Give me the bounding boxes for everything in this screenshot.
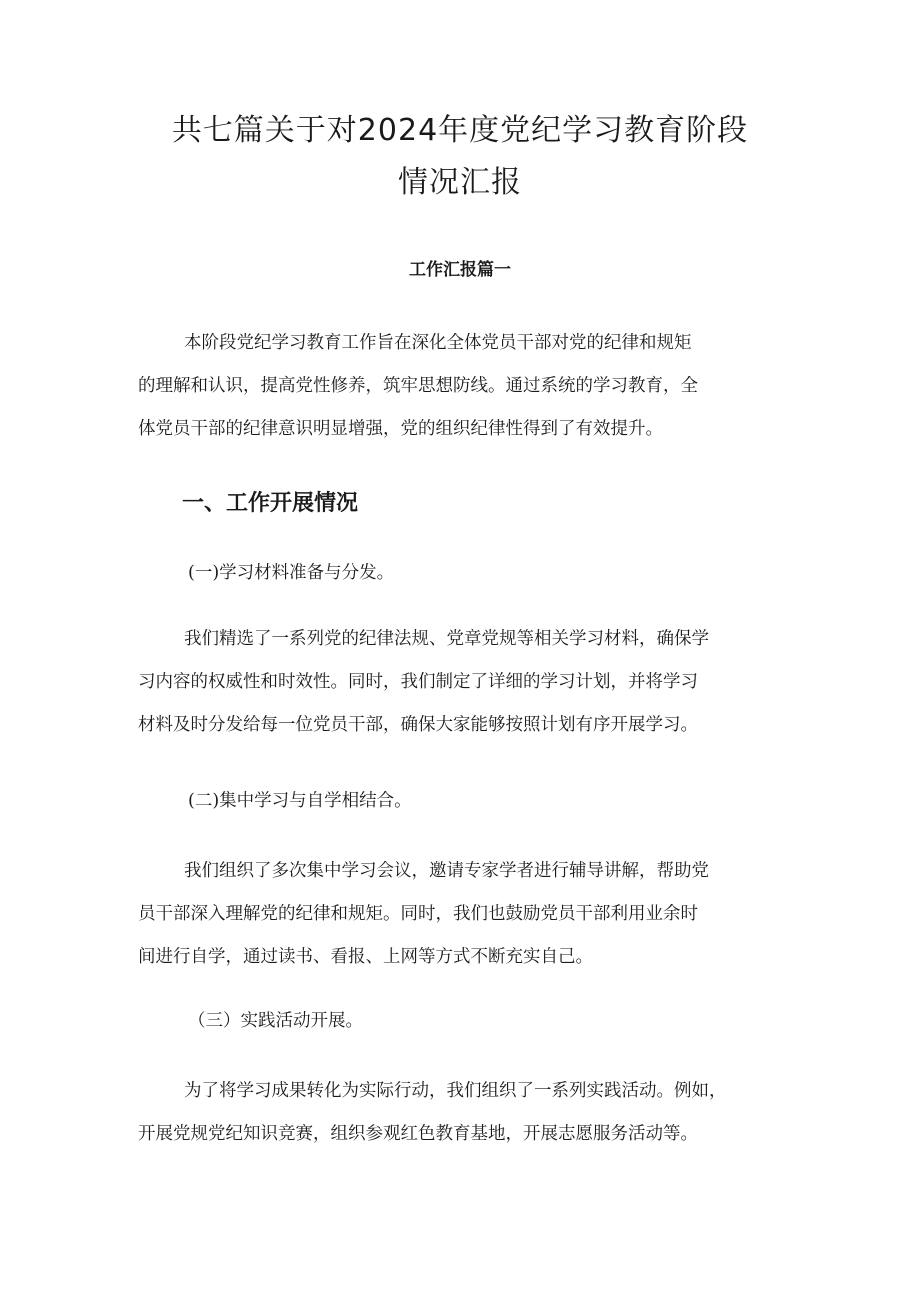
sub3-line-2: 开展党规党纪知识竞赛，组织参观红色教育基地，开展志愿服务活动等。 [138, 1124, 698, 1144]
sub2-line-2: 员干部深入理解党的纪律和规矩。同时，我们也鼓励党员干部利用业余时 [138, 904, 698, 924]
section-1-heading: 一、工作开展情况 [182, 491, 359, 516]
sub2-line-3: 间进行自学，通过读书、看报、上网等方式不断充实自己。 [138, 947, 593, 967]
subsection-1-heading: (一)学习材料准备与分发。 [188, 563, 395, 583]
section-subtitle: 工作汇报篇一 [409, 260, 511, 280]
sub1-line-1: 我们精选了一系列党的纪律法规、党章党规等相关学习材料，确保学 [184, 629, 709, 649]
document-title-line-1: 共七篇关于对2024年度党纪学习教育阶段 [171, 113, 749, 148]
intro-line-1: 本阶段党纪学习教育工作旨在深化全体党员干部对党的纪律和规矩 [184, 333, 692, 353]
intro-line-3: 体党员干部的纪律意识明显增强，党的组织纪律性得到了有效提升。 [138, 419, 663, 439]
document-title-line-2: 情况汇报 [398, 165, 522, 200]
subsection-1-body [138, 618, 788, 747]
subsection-2-heading: (二)集中学习与自学相结合。 [188, 791, 412, 811]
sub2-line-1: 我们组织了多次集中学习会议，邀请专家学者进行辅导讲解，帮助党 [184, 861, 709, 881]
sub1-line-3: 材料及时分发给每一位党员干部，确保大家能够按照计划有序开展学习。 [138, 715, 698, 735]
subsection-3-heading: （三）实践活动开展。 [188, 1011, 363, 1031]
sub1-line-2: 习内容的权威性和时效性。同时，我们制定了详细的学习计划，并将学习 [138, 672, 698, 692]
sub3-line-1: 为了将学习成果转化为实际行动，我们组织了一系列实践活动。例如， [184, 1081, 727, 1101]
subsection-2-body [138, 850, 788, 979]
intro-line-2: 的理解和认识，提高党性修养，筑牢思想防线。通过系统的学习教育，全 [138, 376, 698, 396]
subsection-3-body [138, 1070, 788, 1156]
intro-paragraph [138, 322, 788, 451]
